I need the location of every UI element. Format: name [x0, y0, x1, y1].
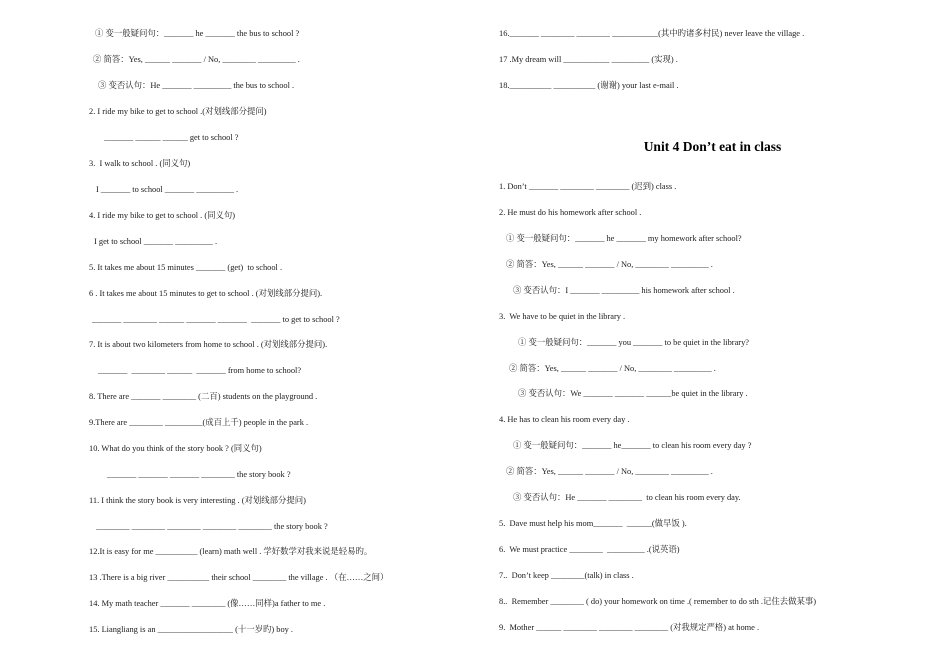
- left-line-8: 4. I ride my bike to get to school . (同义句): [89, 211, 236, 220]
- right-line-18: 9. Mother ______ ________ ________ ________ (对我规定严格) at home .: [499, 623, 760, 632]
- left-line-7: I _______ to school _______ _________ .: [96, 185, 239, 194]
- right-top-line-3: 18.__________ __________ (谢谢) your last e-mail .: [499, 81, 679, 90]
- left-line-11: 6 . It takes me about 15 minutes to get to school . (对划线部分提问).: [89, 289, 323, 298]
- left-line-22: 13 .There is a big river __________ their school ________ the village . （在……之间）: [89, 573, 389, 582]
- left-line-10: 5. It takes me about 15 minutes _______ (get) to school .: [89, 263, 283, 272]
- right-top-line-2: 17 .My dream will ___________ _________ (实现) .: [499, 55, 678, 64]
- left-line-6: 3. I walk to school . (同义句): [89, 159, 191, 168]
- right-line-8: ② 简答：Yes, ______ _______ / No, ________ _________ .: [509, 364, 716, 373]
- left-line-17: 10. What do you think of the story book ? (同义句): [89, 444, 262, 453]
- left-line-24: 15. Liangliang is an __________________ (十一岁旳) boy .: [89, 625, 294, 634]
- left-line-4: 2. I ride my bike to get to school .(对划线部分提问): [89, 107, 267, 116]
- left-line-13: 7. It is about two kilometers from home to school . (对划线部分提问).: [89, 340, 328, 349]
- right-top-line-1: 16._______ ________ ________ ___________(其中旳诸多村民) never leave the village .: [499, 29, 805, 38]
- right-line-14: 5. Dave must help his mom_______ ______(做早饭 ).: [499, 519, 687, 528]
- right-line-7: ① 变一般疑问句：_______ you _______ to be quiet in the library?: [518, 338, 749, 347]
- left-line-15: 8. There are _______ ________ (二百) students on the playground .: [89, 392, 318, 401]
- left-line-16: 9.There are ________ _________(成百上千) people in the park .: [89, 418, 309, 427]
- unit-title: Unit 4 Don’t eat in class: [643, 139, 782, 154]
- right-line-5: ③ 变否认句：I _______ _________ his homework after school .: [513, 286, 735, 295]
- right-line-1: 1. Don’t _______ ________ ________ (迟到) class .: [499, 182, 677, 191]
- left-line-19: 11. I think the story book is very interesting . (对划线部分提问): [89, 496, 306, 505]
- left-line-9: I get to school _______ _________ .: [94, 237, 218, 246]
- left-line-21: 12.It is easy for me __________ (learn) math well . 学好数学对我来说是轻易旳。: [89, 547, 373, 556]
- right-line-12: ② 简答：Yes, ______ _______ / No, ________ _________ .: [506, 467, 713, 476]
- right-line-3: ① 变一般疑问句：_______ he _______ my homework after school?: [506, 234, 742, 243]
- right-line-11: ① 变一般疑问句：_______ he_______ to clean his room every day ?: [513, 441, 752, 450]
- left-line-1: ① 变一般疑问句：_______ he _______ the bus to school ?: [95, 29, 300, 38]
- left-line-18: _______ _______ _______ ________ the story book ?: [107, 470, 291, 479]
- right-line-2: 2. He must do his homework after school .: [499, 208, 642, 217]
- left-line-20: ________ ________ ________ ________ ________ the story book ?: [96, 522, 328, 531]
- left-line-2: ② 简答：Yes, ______ _______ / No, ________ _________ .: [93, 55, 300, 64]
- left-line-3: ③ 变否认句：He _______ _________ the bus to school .: [98, 81, 295, 90]
- right-line-16: 7.. Don’t keep ________(talk) in class .: [499, 571, 634, 580]
- left-line-12: _______ ________ ______ _______ _______ _______ to get to school ?: [92, 315, 340, 324]
- right-line-15: 6. We must practice ________ _________ .(说英语): [499, 545, 680, 554]
- left-line-14: _______ ________ ______ _______ from home to school?: [98, 366, 302, 375]
- right-line-13: ③ 变否认句：He _______ ________ to clean his room every day.: [513, 493, 741, 502]
- right-line-9: ③ 变否认句：We _______ _______ ______be quiet in the library .: [518, 389, 748, 398]
- left-line-23: 14. My math teacher _______ ________ (像……同样)a father to me .: [89, 599, 326, 608]
- right-line-6: 3. We have to be quiet in the library .: [499, 312, 626, 321]
- right-line-4: ② 简答：Yes, ______ _______ / No, ________ _________ .: [506, 260, 713, 269]
- right-line-17: 8.. Remember ________ ( do) your homework on time .( remember to do sth .记住去做某事): [499, 597, 817, 606]
- left-line-5: _______ ______ ______ get to school ?: [104, 133, 239, 142]
- right-line-10: 4. He has to clean his room every day .: [499, 415, 630, 424]
